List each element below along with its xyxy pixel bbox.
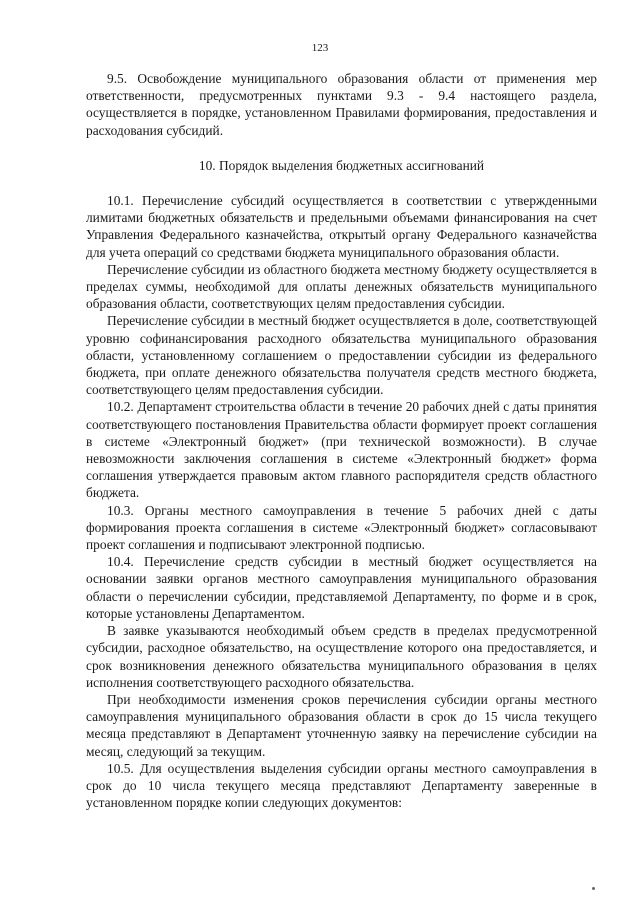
paragraph-9-5: 9.5. Освобождение муниципального образования области от применения мер ответственности, предусмотренных пунктами 9.3 - 9.4 настоящего раздела, осуществляется в порядке, установленном Правилами формирования, предоставления и расходования субсидий.	[86, 71, 597, 138]
paragraph-10-4: 10.4. Перечисление средств субсидии в местный бюджет осуществляется на основании заявки органов местного самоуправления муниципального образования области о перечислении субсидии, представляемой Департаменту, по форме и в срок, которые установлены Департаментом.	[86, 554, 597, 621]
document-body	[86, 70, 597, 811]
paragraph-10-4-c: При необходимости изменения сроков перечисления субсидии органы местного самоуправления муниципального образования области в срок до 15 числа текущего месяца представляют в Департамент уточненную заявку на перечисление субсидии на месяц, следующий за текущим.	[86, 691, 597, 759]
paragraph-10-1-b: Перечисление субсидии из областного бюджета местному бюджету осуществляется в пределах суммы, необходимой для оплаты денежных обязательств муниципального образования области, соответствующих целям предоставления субсидии.	[86, 261, 597, 312]
paragraph-10-2: 10.2. Департамент строительства области в течение 20 рабочих дней с даты принятия соответствующего постановления Правительства области формирует проект соглашения в системе «Электронный бюджет» (при технической возможности). В случае невозможности заключения соглашения в системе «Электронный бюджет» форма соглашения утверждается правовым актом главного распорядителя средств областного бюджета.	[86, 399, 597, 501]
paragraph-10-3: 10.3. Органы местного самоуправления в течение 5 рабочих дней с даты формирования проекта соглашения в системе «Электронный бюджет» согласовывают проект соглашения и подписывают электронной подписью.	[86, 502, 597, 553]
section-heading: 10. Порядок выделения бюджетных ассигнований	[198, 157, 485, 173]
paragraph-10-1: 10.1. Перечисление субсидий осуществляется в соответствии с утвержденными лимитами бюджетных обязательств и предельными объемами финансирования на счет Управления Федерального казначейства, открытый органу Федерального казначейства для учета операций со средствами бюджета муниципального образования области.	[86, 193, 597, 260]
scan-speck	[592, 887, 595, 890]
paragraph-10-4-b: В заявке указываются необходимый объем средств в пределах предусмотренной субсидии, расходное обязательство, на осуществление которого она предоставляется, и срок возникновения денежного обязательства муниципального образования в целях исполнения соответствующего расходного обязательства.	[86, 623, 597, 690]
page-number: 123	[311, 42, 329, 54]
paragraph-10-1-c: Перечисление субсидии в местный бюджет осуществляется в доле, соответствующей уровню софинансирования расходного обязательства муниципального образования области, установленному соглашением о предоставлении субсидии из федерального бюджета, при оплате денежного обязательства получателя средств местного бюджета, соответствующего целям предоставления субсидии.	[86, 313, 597, 398]
paragraph-10-5: 10.5. Для осуществления выделения субсидии органы местного самоуправления в срок до 10 числа текущего месяца представляют Департаменту заверенные в установленном порядке копии следующих документов:	[86, 760, 597, 811]
